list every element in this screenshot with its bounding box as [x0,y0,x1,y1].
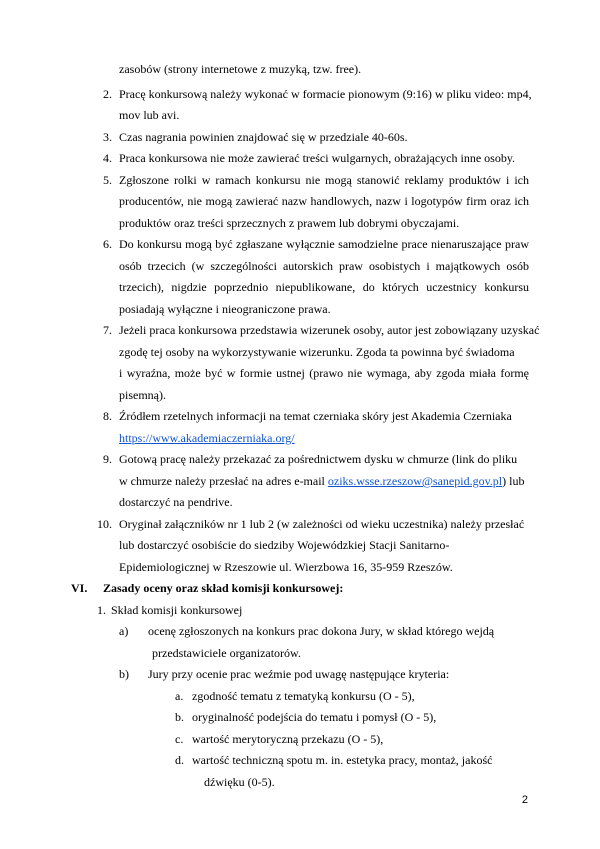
list-number: 10. [97,517,112,531]
text-line [119,474,524,488]
text-line: zgodność tematu z tematyką konkursu (O - 5), [192,689,415,703]
text-segment: w chmurze należy przesłać na adres e-mail [119,474,328,488]
text-segment: ) lub [502,474,525,488]
list-number: 5. [103,173,112,187]
text-line: produktów oraz treści sprzecznych z prawem lub dobrymi obyczajami. [119,216,460,230]
text-line: wartość merytoryczną przekazu (O - 5), [192,732,384,746]
text-line: Pracę konkursową należy wykonać w formacie pionowym (9:16) w pliku video: mp4, [119,87,532,101]
text-line: Skład komisji konkursowej [111,603,243,617]
text-line: mov lub avi. [119,108,180,122]
list-letter: b. [175,710,184,724]
list-number: 9. [103,452,112,466]
text-line: Jeżeli praca konkursowa przedstawia wizerunek osoby, autor jest zobowiązany uzyskać [119,323,540,337]
text-line: oryginalność podejścia do tematu i pomysł (O - 5), [192,710,437,724]
text-line: Zgłoszone rolki w ramach konkursu nie mogą stanowić reklamy produktów i ich [119,173,529,187]
text-line: wartość techniczną spotu m. in. estetyka pracy, montaż, jakość [192,753,493,767]
text-line: Czas nagrania powinien znajdować się w przedziale 40-60s. [119,130,408,144]
page-number: 2 [521,794,528,806]
akademia-czerniaka-link-text[interactable]: https://www.akademiaczerniaka.org/ [119,431,295,445]
section-number: VI. [71,581,88,595]
text-line: osób trzecich (w szczególności autorskich praw osobistych i majątkowych osób [119,259,529,273]
list-number: 3. [103,130,112,144]
email-link[interactable]: oziks.wsse.rzeszow@sanepid.gov.pl [327,474,503,488]
list-letter: a. [175,689,184,703]
text-line: Do konkursu mogą być zgłaszane wyłącznie samodzielne prace nienaruszające praw [119,237,529,251]
text-line: Oryginał załączników nr 1 lub 2 (w zależności od wieku uczestnika) należy przesłać [119,517,525,531]
text-line: lub dostarczyć osobiście do siedziby Wojewódzkiej Stacji Sanitarno- [119,538,450,552]
section-title: Zasady oceny oraz skład komisji konkursowej: [103,581,344,595]
text-line: posiadają wyłączne i nieograniczone prawa. [119,302,331,316]
list-letter: a) [119,624,129,638]
text-line: zasobów (strony internetowe z muzyką, tzw. free). [119,62,362,76]
akademia-czerniaka-link[interactable] [119,431,295,445]
list-number: 6. [103,237,112,251]
text-line: trzecich), nigdzie poprzednio niepublikowane, do których uczestnicy konkursu [119,280,529,294]
list-number: 8. [103,409,112,423]
text-line: pisemną). [119,388,166,402]
text-line: Gotową pracę należy przekazać za pośrednictwem dysku w chmurze (link do pliku [119,452,518,466]
list-letter: d. [175,753,184,767]
text-line: Epidemiologicznej w Rzeszowie ul. Wierzbowa 16, 35-959 Rzeszów. [119,560,453,574]
text-line: przedstawiciele organizatorów. [152,646,301,660]
list-number: 1. [97,603,106,617]
text-line: Źródłem rzetelnych informacji na temat czerniaka skóry jest Akademia Czerniaka [119,409,512,423]
list-letter: c. [175,732,184,746]
list-number: 2. [103,87,112,101]
text-line: zgodę tej osoby na wykorzystywanie wizerunku. Zgoda ta powinna być świadoma [119,345,515,359]
text-line: i wyraźna, może być w formie ustnej (prawo nie wymaga, aby zgoda miała formę [119,366,529,380]
list-number: 7. [103,323,112,337]
text-line: dostarczyć na pendrive. [119,495,233,509]
list-letter: b) [119,667,129,681]
list-number: 4. [103,151,112,165]
text-line: producentów, nie mogą zawierać nazw handlowych, nazw i logotypów firm oraz ich [119,194,529,208]
text-line: Jury przy ocenie prac weźmie pod uwagę następujące kryteria: [148,667,450,681]
text-line: ocenę zgłoszonych na konkurs prac dokona Jury, w skład którego wejdą [148,624,495,638]
text-line: Praca konkursowa nie może zawierać treści wulgarnych, obrażających inne osoby. [119,151,516,165]
text-line: dźwięku (0-5). [204,775,275,789]
